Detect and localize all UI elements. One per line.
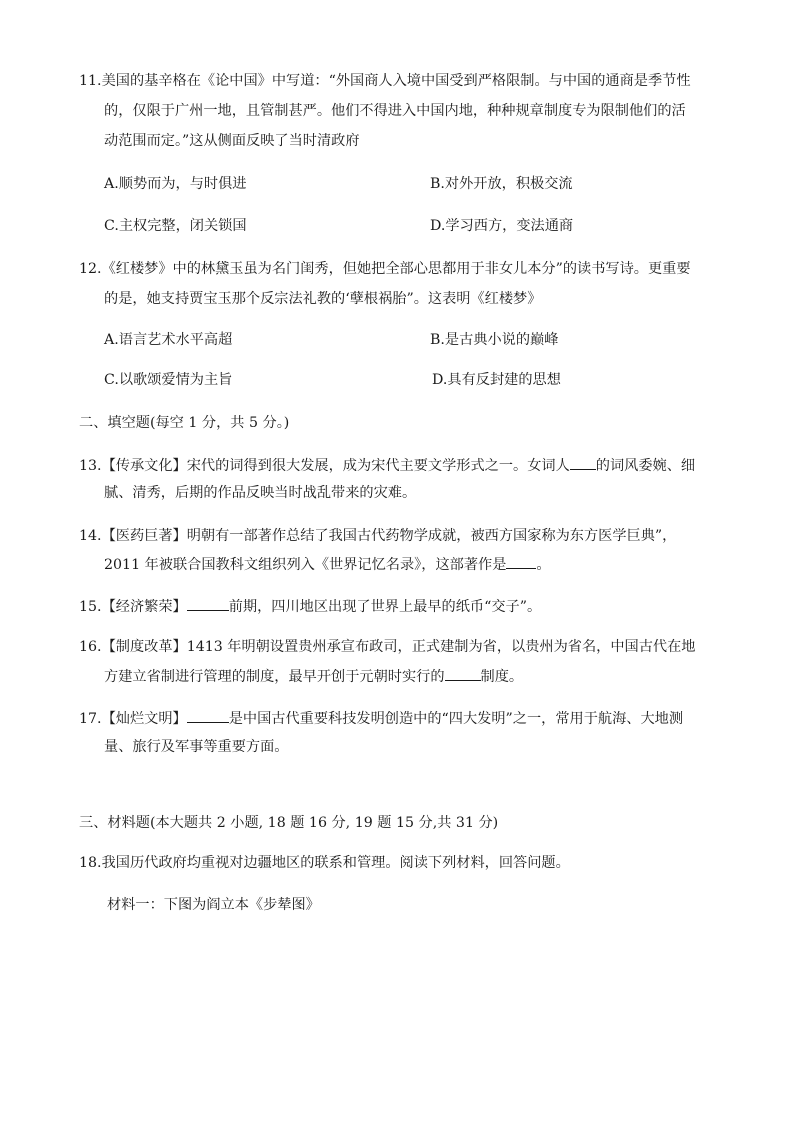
q18-stem: 18.我国历代政府均重视对边疆地区的联系和管理。阅读下列材料，回答问题。 xyxy=(79,855,570,871)
q16-text-after-blank: 制度。 xyxy=(480,669,524,685)
q13-text-after-blank: 的词风委婉、细 xyxy=(595,458,696,474)
q12-option-a: A.语言艺术水平高超 xyxy=(104,332,233,348)
q15-answer-blank xyxy=(187,596,229,611)
q13-answer-blank xyxy=(570,455,596,470)
q15-text-before-blank: 15.【经济繁荣】 xyxy=(79,599,187,615)
q17-line1 xyxy=(79,708,683,729)
q17-line2: 量、旅行及军事等重要方面。 xyxy=(104,739,289,755)
q16-line2 xyxy=(104,666,523,687)
q13-line1 xyxy=(79,455,695,476)
q16-text-before-blank: 方建立省制进行管理的制度，最早开创于元朝时实行的 xyxy=(104,669,445,685)
q15-text-after-blank: 前期，四川地区出现了世界上最早的纸币“交子”。 xyxy=(228,599,542,615)
q17-text-before-blank: 17.【灿烂文明】 xyxy=(79,711,187,727)
q11-option-b: B.对外开放，积极交流 xyxy=(430,176,573,192)
q12-option-d: D.具有反封建的思想 xyxy=(432,372,561,388)
q14-text-before-blank: 2011 年被联合国教科文组织列入《世界记忆名录》，这部著作是 xyxy=(104,557,507,573)
q13-text-before-blank: 13.【传承文化】宋代的词得到很大发展，成为宋代主要文学形式之一。女词人 xyxy=(79,458,570,474)
q17-text-after-blank: 是中国古代重要科技发明创造中的“四大发明”之一，常用于航海、大地测 xyxy=(228,711,684,727)
q11-stem-line1: 11.美国的基辛格在《论中国》中写道：“外国商人入境中国受到严格限制。与中国的通商是季节性 xyxy=(79,73,691,89)
q12-option-b: B.是古典小说的巅峰 xyxy=(430,332,559,348)
q15-line1 xyxy=(79,596,541,617)
q14-answer-blank xyxy=(506,554,536,569)
section-3-heading: 三、材料题(本大题共 2 小题, 18 题 16 分, 19 题 15 分,共 31 分) xyxy=(79,815,499,831)
q16-answer-blank xyxy=(445,666,481,681)
q14-line1: 14.【医药巨著】明朝有一部著作总结了我国古代药物学成就，被西方国家称为东方医学巨典”， xyxy=(79,528,677,544)
q16-line1: 16.【制度改革】1413 年明朝设置贵州承宣布政司，正式建制为省，以贵州为省名，中国古代在地 xyxy=(79,639,696,655)
section-2-heading: 二、填空题(每空 1 分，共 5 分。) xyxy=(79,415,290,431)
q12-stem-line1: 12.《红楼梦》中的林黛玉虽为名门闺秀，但她把全部心思都用于非女儿本分”的读书写诗。更重要 xyxy=(79,261,691,277)
q12-option-c: C.以歌颂爱情为主旨 xyxy=(104,372,233,388)
q11-option-c: C.主权完整，闭关锁国 xyxy=(104,218,247,234)
q11-option-a: A.顺势而为，与时俱进 xyxy=(104,176,247,192)
q13-line2: 腻、清秀，后期的作品反映当时战乱带来的灾难。 xyxy=(104,485,417,501)
q17-answer-blank xyxy=(187,708,229,723)
q12-stem-line2: 的是，她支持贾宝玉那个反宗法礼教的‘孽根祸胎”。这表明《红楼梦》 xyxy=(104,291,542,307)
q11-stem-line2: 的，仅限于广州一地，且管制甚严。他们不得进入中国内地，种种规章制度专为限制他们的活 xyxy=(104,103,686,119)
q11-option-d: D.学习西方，变法通商 xyxy=(430,218,574,234)
q18-material-one: 材料一：下图为阎立本《步辇图》 xyxy=(107,897,320,913)
q11-stem-line3: 动范围而定。”这从侧面反映了当时清政府 xyxy=(104,133,360,149)
q14-line2 xyxy=(104,554,551,575)
q14-text-after-blank: 。 xyxy=(536,557,551,573)
